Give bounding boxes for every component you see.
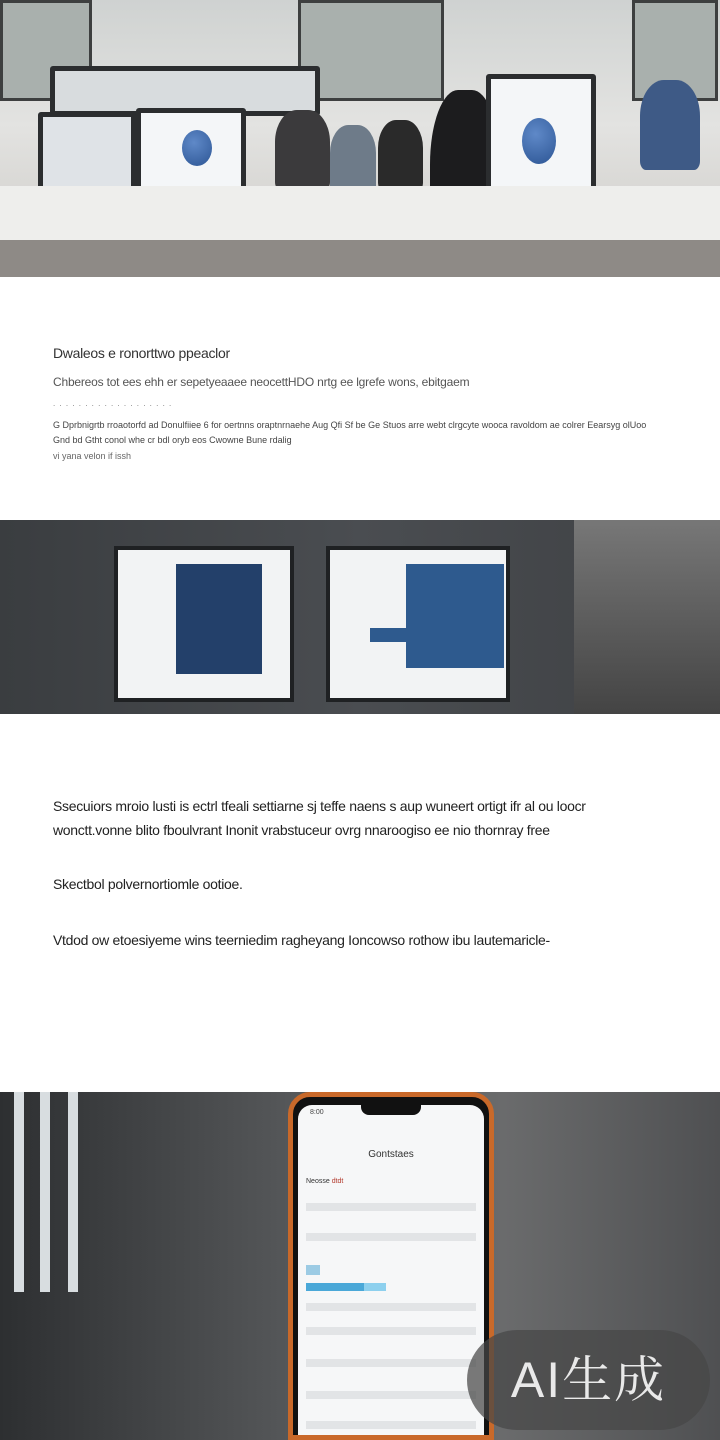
screen-panel: [176, 564, 262, 674]
phone-row: [306, 1233, 476, 1241]
screen-panel: [406, 564, 504, 668]
phone-tab: [306, 1283, 364, 1291]
intro-section: [53, 345, 663, 461]
ai-generated-watermark: AI生成: [467, 1330, 710, 1430]
office-photo: [0, 0, 720, 277]
smartphone: [288, 1092, 494, 1440]
monitor-screen: [114, 546, 294, 702]
phone-title: Gontstaes: [368, 1149, 414, 1160]
phone-label: [306, 1178, 343, 1185]
phone-row: [306, 1203, 476, 1211]
body-paragraph: Vtdod ow etoesiyeme wins teerniedim ragheyang Ioncowso rothow ibu lautemaricle-: [53, 932, 550, 948]
phone-status: 8:00: [310, 1109, 324, 1116]
phone-row: [306, 1359, 476, 1367]
floor: [0, 240, 720, 277]
intro-body: G Dprbnigrtb rroaotorfd ad Donulfiiee 6 for oertnns oraptnrnaehe Aug Qfi Sf be Ge Stuos arre webt clrgcyte wooca ravoldom ae colrer Eearsyg olUoo Gnd bd Gtht conol whe cr bdl oryb eos Cwowne Bune rdalig: [53, 420, 647, 445]
window-bar: [68, 1092, 78, 1292]
intro-footnote: vi yana velon if issh: [53, 451, 132, 461]
screen-panel: [370, 628, 420, 642]
phone-screen: [298, 1105, 484, 1435]
body-section: [53, 794, 663, 951]
person: [640, 80, 700, 170]
logo-blob: [522, 118, 556, 164]
window: [574, 520, 720, 714]
phone-row: [306, 1303, 476, 1311]
phone-label-text: Neosse: [306, 1178, 330, 1185]
desk: [0, 186, 720, 246]
person: [378, 120, 423, 190]
monitors-photo: [0, 520, 720, 714]
phone-row: [306, 1327, 476, 1335]
person: [330, 125, 376, 195]
person: [275, 110, 330, 190]
phone-label-accent: dtdt: [331, 1178, 344, 1185]
phone-button: [306, 1265, 320, 1275]
window-bar: [14, 1092, 24, 1292]
monitor-screen: [326, 546, 510, 702]
intro-dots: . . . . . . . . . . . . . . . . . . .: [53, 399, 173, 408]
phone-tab: [364, 1283, 386, 1291]
phone-row: [306, 1391, 476, 1399]
intro-subtitle: Chbereos tot ees ehh er sepetyeaaee neocettHDO nrtg ee lgrefe wons, ebitgaem: [53, 375, 470, 389]
window-bar: [40, 1092, 50, 1292]
body-paragraph: Ssecuiors mroio lusti is ectrl tfeali settiarne sj teffe naens s aup wuneert ortigt ifr al ou loocr wonctt.vonne blito fboulvrant Inonit vrabstuceur ovrg nnaroogiso ee nio thornray free: [53, 798, 586, 838]
phone-row: [306, 1421, 476, 1429]
phone-notch: [361, 1105, 421, 1115]
intro-title: Dwaleos e ronorttwo ppeaclor: [53, 345, 230, 361]
body-paragraph: Skectbol polvernortiomle ootioe.: [53, 876, 243, 892]
logo-blob: [182, 130, 212, 166]
